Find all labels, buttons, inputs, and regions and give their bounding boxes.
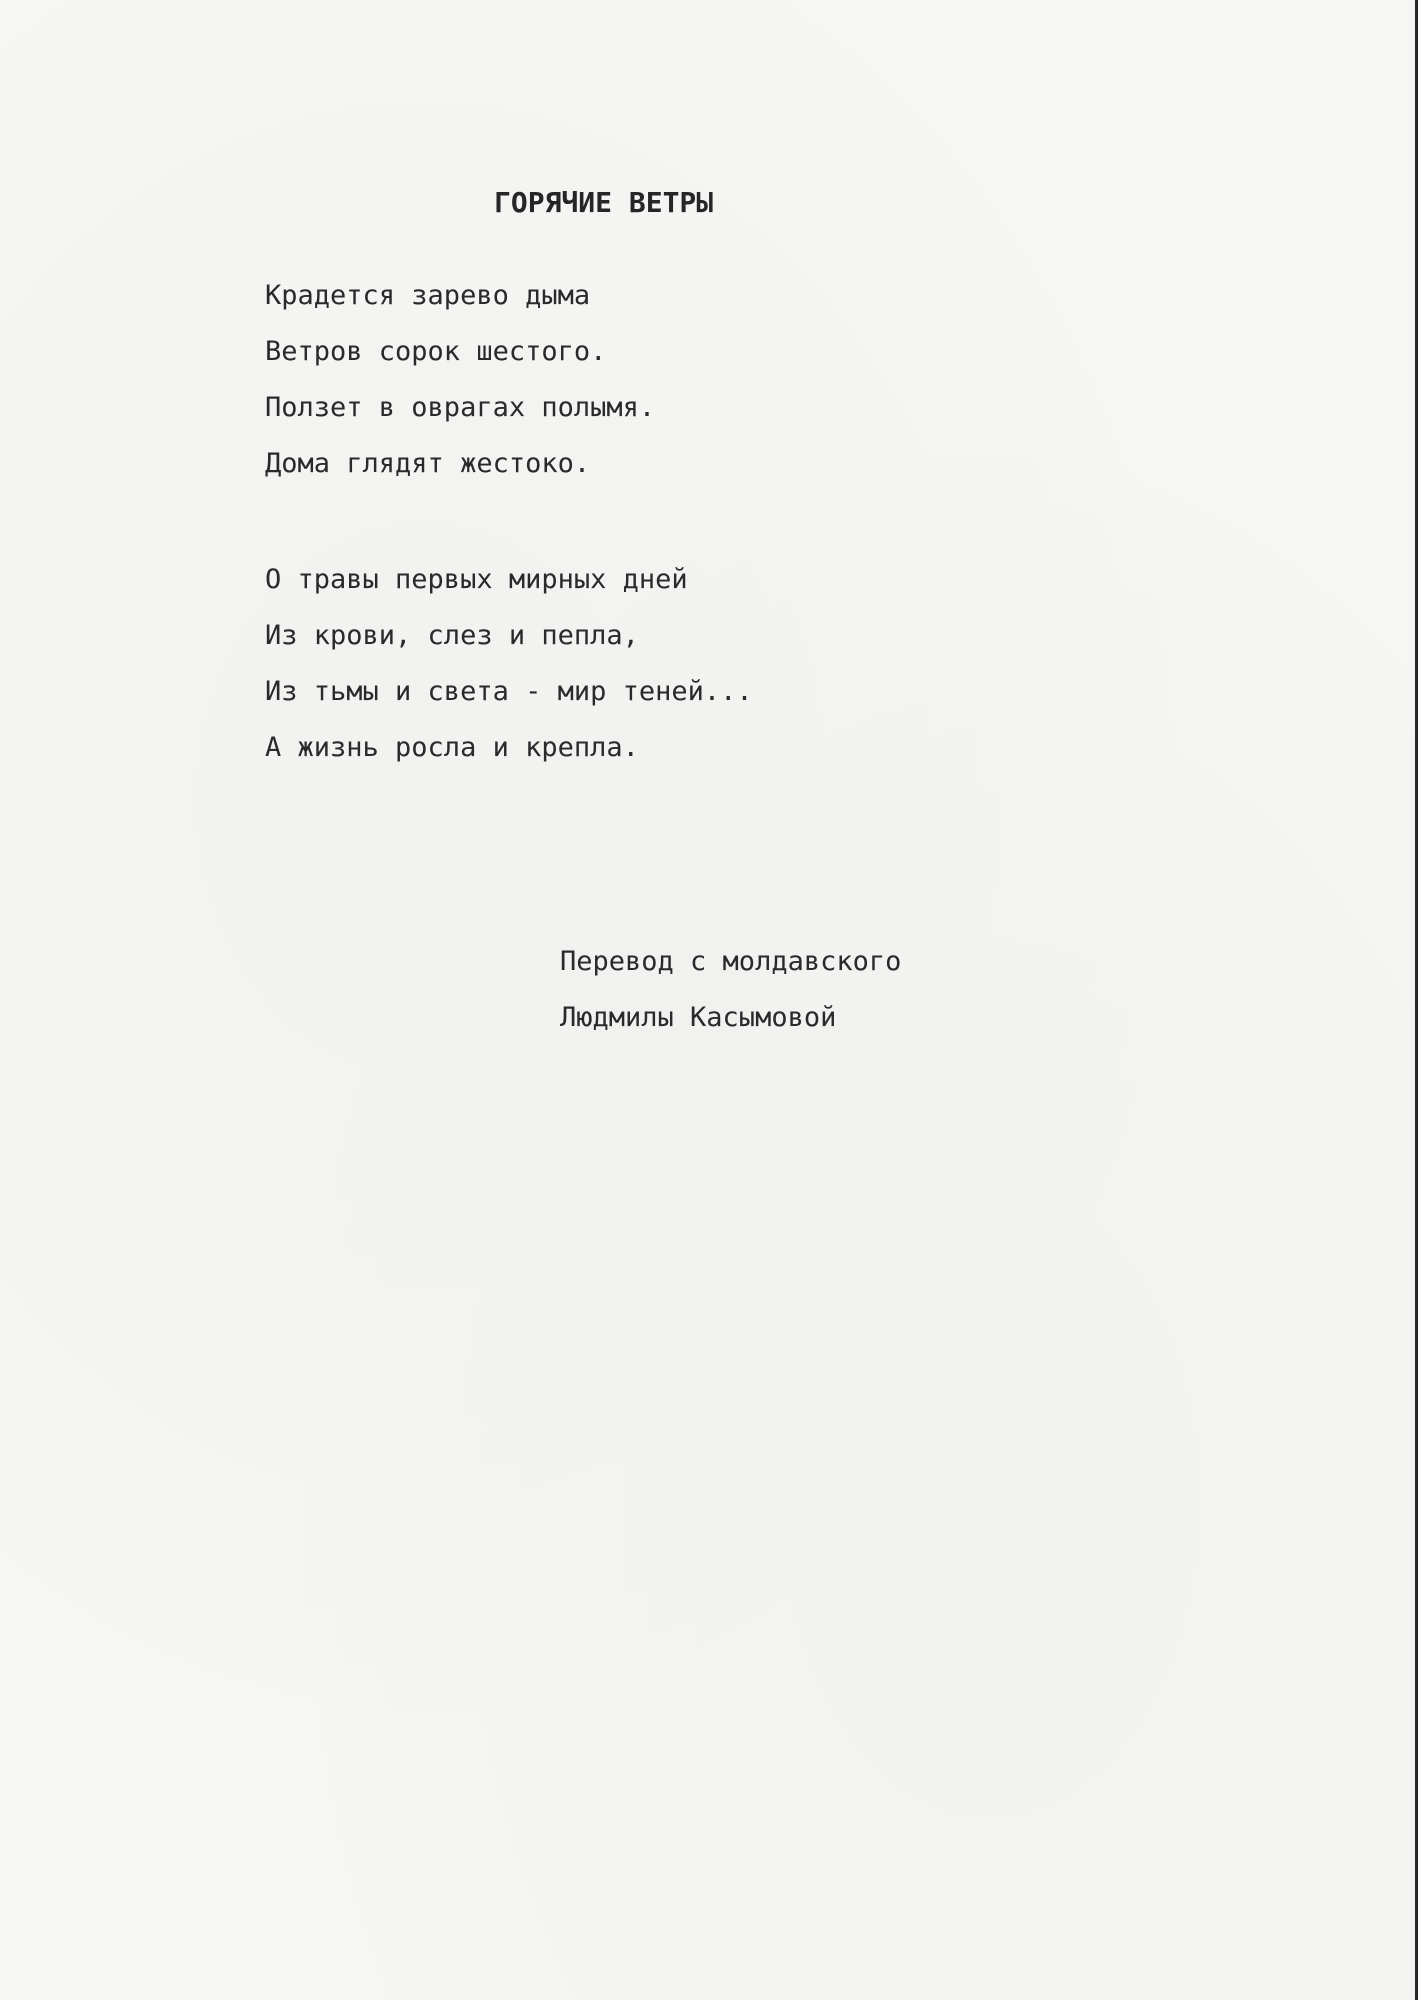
translator-name: Людмилы Касымовой: [560, 1002, 837, 1033]
stanza-1: [265, 278, 655, 502]
poem-line: Ветров сорок шестого.: [265, 336, 607, 367]
poem-line: Из крови, слез и пепла,: [265, 620, 639, 651]
poem-line: А жизнь росла и крепла.: [265, 732, 639, 763]
poem-line: Из тьмы и света - мир теней...: [265, 676, 753, 707]
stanza-2: [265, 562, 753, 786]
poem-title: ГОРЯЧИЕ ВЕТРЫ: [494, 186, 714, 219]
poem-line: О травы первых мирных дней: [265, 564, 688, 595]
translation-note: Перевод с молдавского: [560, 946, 902, 977]
poem-line: Крадется зарево дыма: [265, 280, 591, 311]
poem-line: Ползет в оврагах полымя.: [265, 392, 656, 423]
translation-credit: [560, 944, 901, 1056]
poem-line: Дома глядят жестоко.: [265, 448, 591, 479]
